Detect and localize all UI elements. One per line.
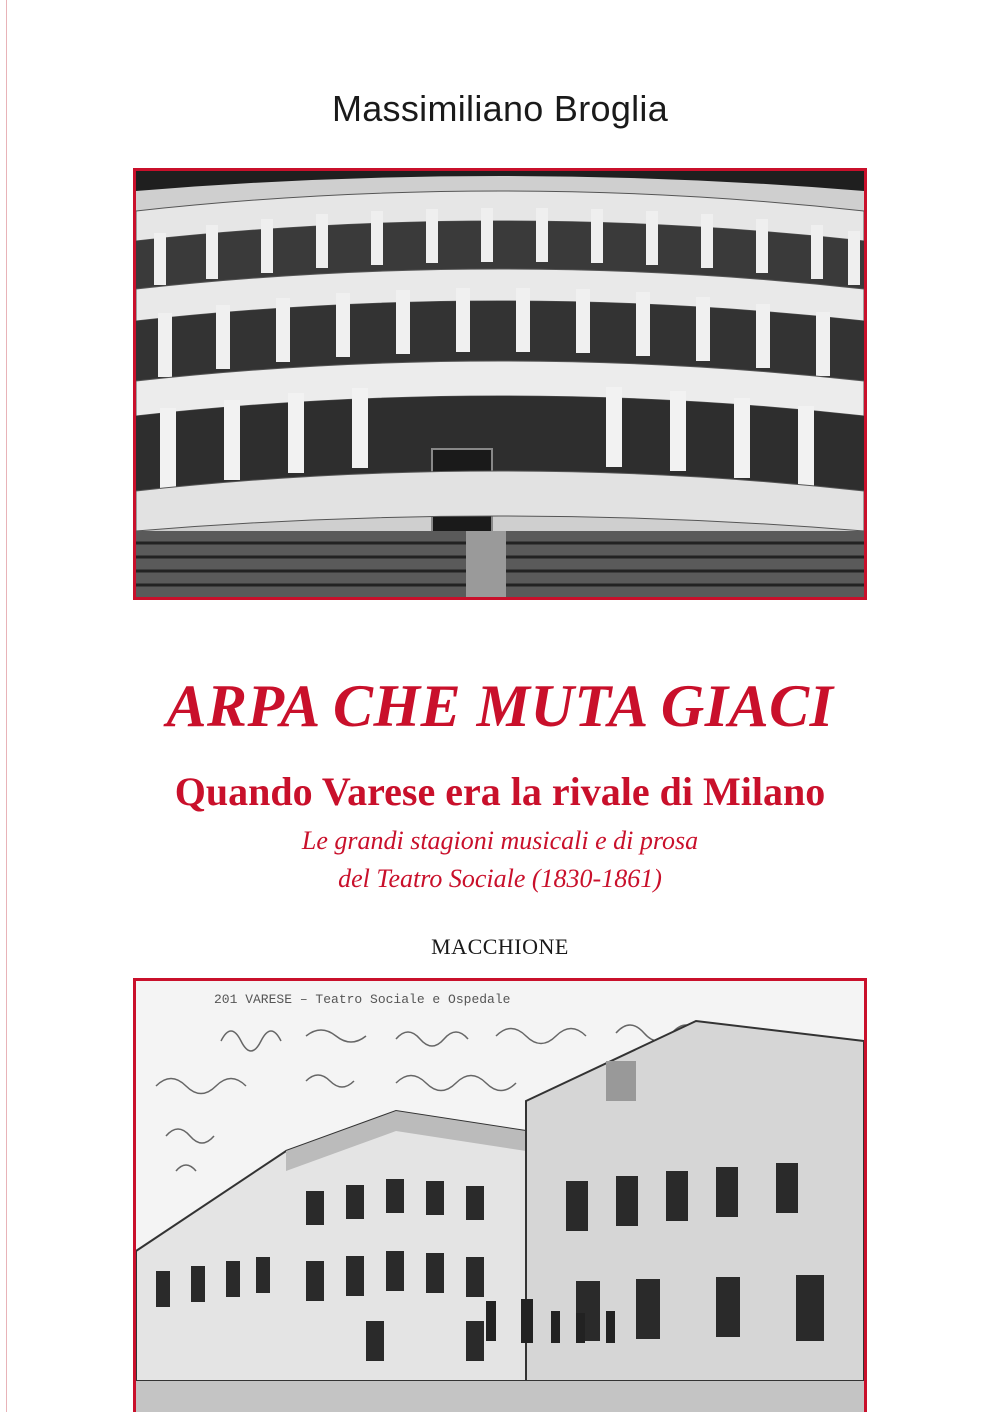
- postcard-image: [136, 981, 864, 1412]
- book-title: ARPA CHE MUTA GIACI: [166, 673, 834, 739]
- postcard-caption: 201 VARESE – Teatro Sociale e Ospedale: [214, 992, 511, 1007]
- publisher-name: MACCHIONE: [431, 934, 569, 959]
- author-name: Massimiliano Broglia: [331, 88, 669, 129]
- tagline-line-2: del Teatro Sociale (1830-1861): [338, 864, 662, 893]
- book-subtitle: Quando Varese era la rivale di Milano: [174, 769, 826, 814]
- theatre-interior-photo: [133, 168, 867, 600]
- theatre-interior-image: [136, 171, 864, 597]
- tagline-line-1: Le grandi stagioni musicali e di prosa: [301, 826, 699, 855]
- postcard-photo: [133, 978, 867, 1412]
